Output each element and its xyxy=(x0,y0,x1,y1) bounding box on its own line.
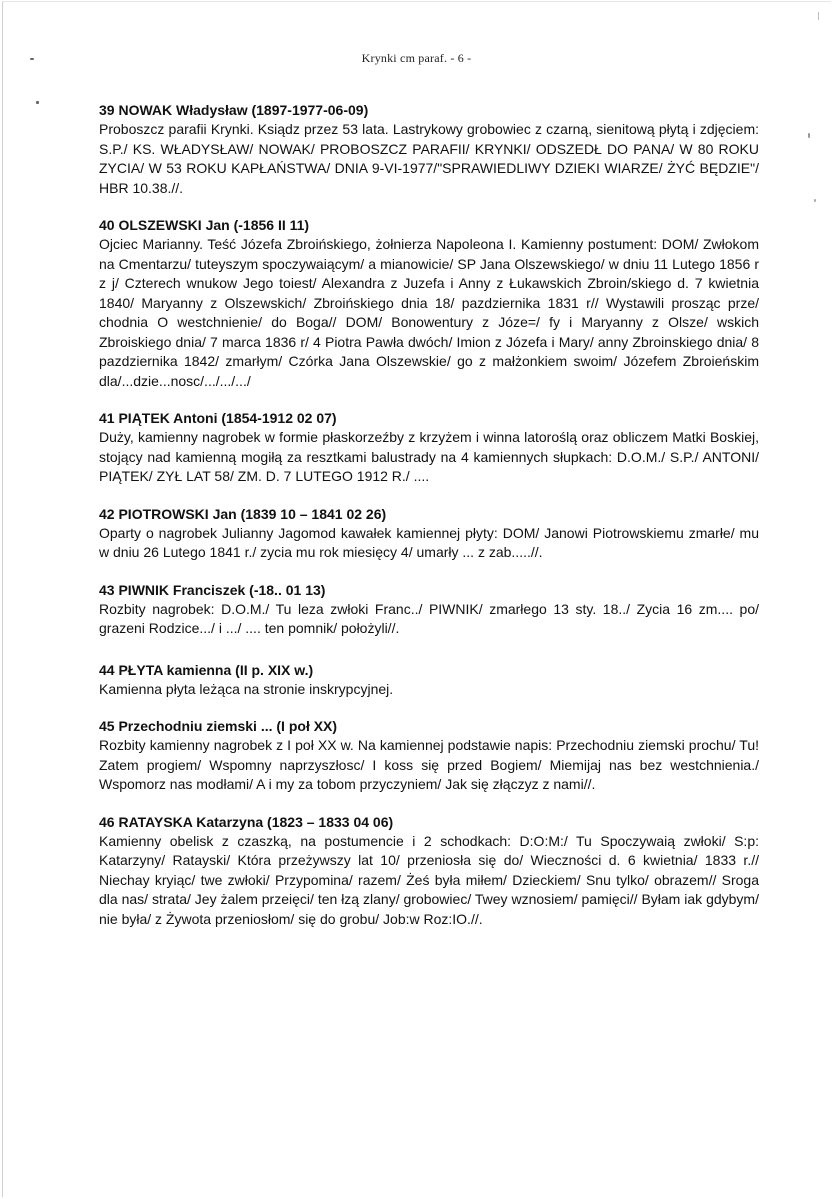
scan-speck xyxy=(30,58,34,60)
entry-text: Ojciec Marianny. Teść Józefa Zbroińskiego, żołnierza Napoleona I. Kamienny postument: DOM/ Zwłokom na Cmentarzu/ tuteyszym spoczywaiącym/ a mianowicie/ SP Jana Olszewskiego/ w dniu 11 Lutego 1856 r z j/ Czterech wnukow Jego toiest/ Alexandra z Juzefa i Anny z Łukawskich Zbroin/skiego d. 7 kwietnia 1840/ Maryanny z Olszewskich/ Zbroińskiego dnia 18/ pazdziernika 1831 r// Wystawili prosząc prze/ chodnia O westchnienie/ do Boga// DOM/ Bonowentury z Józe=/ fy i Maryanny z Olsze/ wskich Zbroiskiego dnia/ 7 marca 1836 r/ 4 Piotra Pawła dwóch/ Imion z Józefa i Mary/ anny Zbroinskiego dnia/ 8 pazdziernika 1842/ zmarłym/ Czórka Jana Olszewskie/ go z małżonkiem swoim/ Józefem Zbroieńskim dla/...dzie...nosc/.../.../.../ xyxy=(99,236,759,389)
scan-speck xyxy=(818,12,819,20)
entry-39 xyxy=(99,100,759,198)
entry-40 xyxy=(99,215,759,391)
entry-title: 39 NOWAK Władysław (1897-1977-06-09) xyxy=(99,102,369,118)
entry-43 xyxy=(99,580,759,639)
entry-42 xyxy=(99,504,759,563)
entry-45 xyxy=(99,716,759,795)
entry-text: Kamienny obelisk z czaszką, na postumencie i 2 schodkach: D:O:M:/ Tu Spoczywaią zwłoki/ S:p: Katarzyny/ Ratayski/ Która przeżywszy lat 10/ przeniosła się do/ Wieczności d. 6 kwietnia/ 1833 r.// Niechay kryiąc/ twe zwłoki/ Przypomina/ razem/ Żeś była miłem/ Dzieckiem/ Snu tylko/ obrazem// Sroga dla nas/ strata/ Jey żalem przeięci/ ten łzą zlany/ grobowiec/ Twey wznosiem/ pamięci// Byłam iak gdybym/ nie była/ z Żywota przeniosłom/ się do grobu/ Job:w Roz:IO.//. xyxy=(99,832,759,927)
entry-text: Kamienna płyta leżąca na stronie inskrypcyjnej. xyxy=(99,680,394,697)
document-body xyxy=(99,100,759,929)
entry-title: 46 RATAYSKA Katarzyna (1823 – 1833 04 06) xyxy=(99,813,394,830)
entry-44 xyxy=(99,660,759,700)
entry-title: 40 OLSZEWSKI Jan (-1856 II 11) xyxy=(99,217,310,233)
entry-text: Proboszcz parafii Krynki. Ksiądz przez 53 lata. Lastrykowy grobowiec z czarną, sienitową płytą i zdjęciem: S.P./ KS. WŁADYSŁAW/ NOWAK/ PROBOSZCZ PARAFII/ KRYNKI/ ODSZEDŁ DO PANA/ W 80 ROKU ZYCIA/ W 53 ROKU KAPŁAŃSTWA/ DNIA 9-VI-1977/"SPRAWIEDLIWY DZIEKI WIARZE/ ŻYĆ BĘDZIE"/ HBR 10.38.//. xyxy=(99,121,759,196)
entry-46 xyxy=(99,812,759,930)
entry-text: Rozbity kamienny nagrobek z I poł XX w. Na kamiennej podstawie napis: Przechodniu ziemski prochu/ Tu! Zatem progiem/ Wspomny naprzyszłosc/ I koss się przed Bogiem/ Miemijaj nas bez westchnienia./ Wspomorz nas modłami/ A i my za tobom przyczyniem/ Jak się złączyz z nami//. xyxy=(99,737,759,792)
entry-text: Rozbity nagrobek: D.O.M./ Tu leza zwłoki Franc../ PIWNIK/ zmarłego 13 sty. 18../ Zycia 16 zm.... po/ grazeni Rodzice.../ i .../ .... ten pomnik/ położyli//. xyxy=(99,600,759,636)
running-head: Krynki cm paraf. - 6 - xyxy=(361,51,472,65)
entry-title: 42 PIOTROWSKI Jan (1839 10 – 1841 02 26) xyxy=(99,505,387,522)
entry-41 xyxy=(99,408,759,487)
scan-speck xyxy=(814,199,816,202)
entry-title: 41 PIĄTEK Antoni (1854-1912 02 07) xyxy=(99,410,337,426)
entry-text: Oparty o nagrobek Julianny Jagomod kawałek kamiennej płyty: DOM/ Janowi Piotrowskiemu zmarłe/ mu w dniu 26 Lutego 1841 r./ zycia mu rok miesięcy 4/ umarły ... z zab.....//. xyxy=(99,524,759,560)
entry-title: 44 PŁYTA kamienna (II p. XIX w.) xyxy=(99,661,314,678)
entry-title: 45 Przechodniu ziemski ... (I poł XX) xyxy=(99,718,338,734)
entry-text: Duży, kamienny nagrobek w formie płaskorzeźby z krzyżem i winna latoroślą oraz obliczem Matki Boskiej, stojący nad kamienną mogiłą za resztkami balustrady na 4 kamiennych słupkach: D.O.M./ S.P./ ANTONI/ PIĄTEK/ ZYŁ LAT 58/ ZM. D. 7 LUTEGO 1912 R./ .... xyxy=(99,429,759,484)
scan-speck xyxy=(808,133,810,138)
entry-title: 43 PIWNIK Franciszek (-18.. 01 13) xyxy=(99,581,326,598)
scan-speck xyxy=(36,101,39,104)
